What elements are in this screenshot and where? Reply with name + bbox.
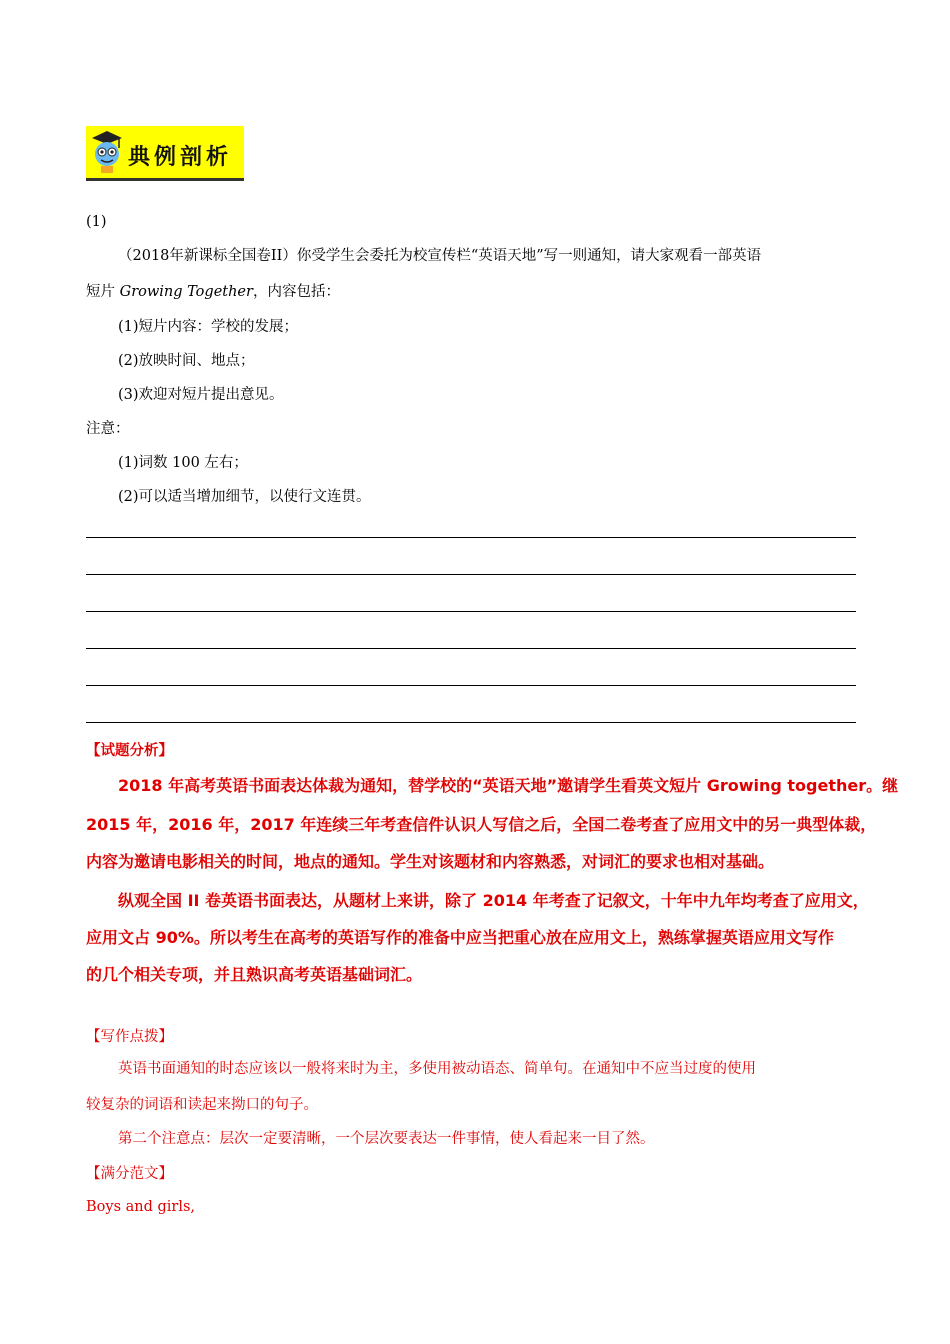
analysis-line: 内容为邀请电影相关的时间，地点的通知。学生对该题材和内容熟悉，对词汇的要求也相对基础。: [86, 852, 775, 871]
answer-line: [86, 648, 856, 649]
analysis-line: 应用文占 90%。所以考生在高考的英语写作的准备中应当把重心放在应用文上，熟练掌握英语应用文写作: [86, 928, 834, 947]
content-item: (1)短片内容：学校的发展；: [118, 319, 299, 335]
tips-line: 第二个注意点：层次一定要清晰，一个层次要表达一件事情，使人看起来一目了然。: [118, 1131, 655, 1147]
analysis-line: 的几个相关专项，并且熟识高考英语基础词汇。: [86, 965, 423, 984]
film-title: Growing Together: [119, 284, 253, 300]
analysis-line: 2015 年，2016 年，2017 年连续三年考查信件认识人写信之后，全国二卷考查了应用文中的另一典型体裁，: [86, 815, 877, 834]
sample-heading: 【满分范文】: [86, 1166, 173, 1182]
analysis-line: 2018 年高考英语书面表达体裁为通知，替学校的“英语天地”邀请学生看英文短片 Growing together。继: [118, 776, 899, 795]
section-banner: [86, 126, 244, 181]
tips-line: 英语书面通知的时态应该以一般将来时为主，多使用被动语态、简单句。在通知中不应当过度的使用: [118, 1061, 756, 1077]
analysis-heading: 【试题分析】: [86, 742, 173, 759]
question-intro-line1: （2018年新课标全国卷II）你受学生会委托为校宣传栏“英语天地”写一则通知，请大家观看一部英语: [118, 248, 762, 264]
mascot-graduate-icon: [88, 128, 126, 174]
sample-greeting: Boys and girls,: [86, 1199, 196, 1215]
question-intro-line2: [86, 282, 340, 302]
question-number: (1): [86, 214, 107, 230]
intro-prefix-text: 短片: [86, 284, 120, 300]
answer-line: [86, 611, 856, 612]
answer-line: [86, 574, 856, 575]
tips-heading: 【写作点拨】: [86, 1029, 173, 1045]
note-item: (2)可以适当增加细节，以使行文连贯。: [118, 489, 371, 505]
content-item: (3)欢迎对短片提出意见。: [118, 387, 284, 403]
answer-line: [86, 722, 856, 723]
tips-line: 较复杂的词语和读起来拗口的句子。: [86, 1097, 318, 1113]
answer-line: [86, 537, 856, 538]
notes-label: 注意：: [86, 421, 130, 437]
content-item: (2)放映时间、地点；: [118, 353, 255, 369]
banner-title: 典例剖析: [128, 145, 233, 170]
note-item: (1)词数 100 左右；: [118, 455, 248, 471]
answer-line: [86, 685, 856, 686]
analysis-line: 纵观全国 II 卷英语书面表达，从题材上来讲，除了 2014 年考查了记叙文，十年中九年均考查了应用文，: [118, 891, 869, 910]
intro-suffix-text: ，内容包括：: [252, 284, 340, 300]
